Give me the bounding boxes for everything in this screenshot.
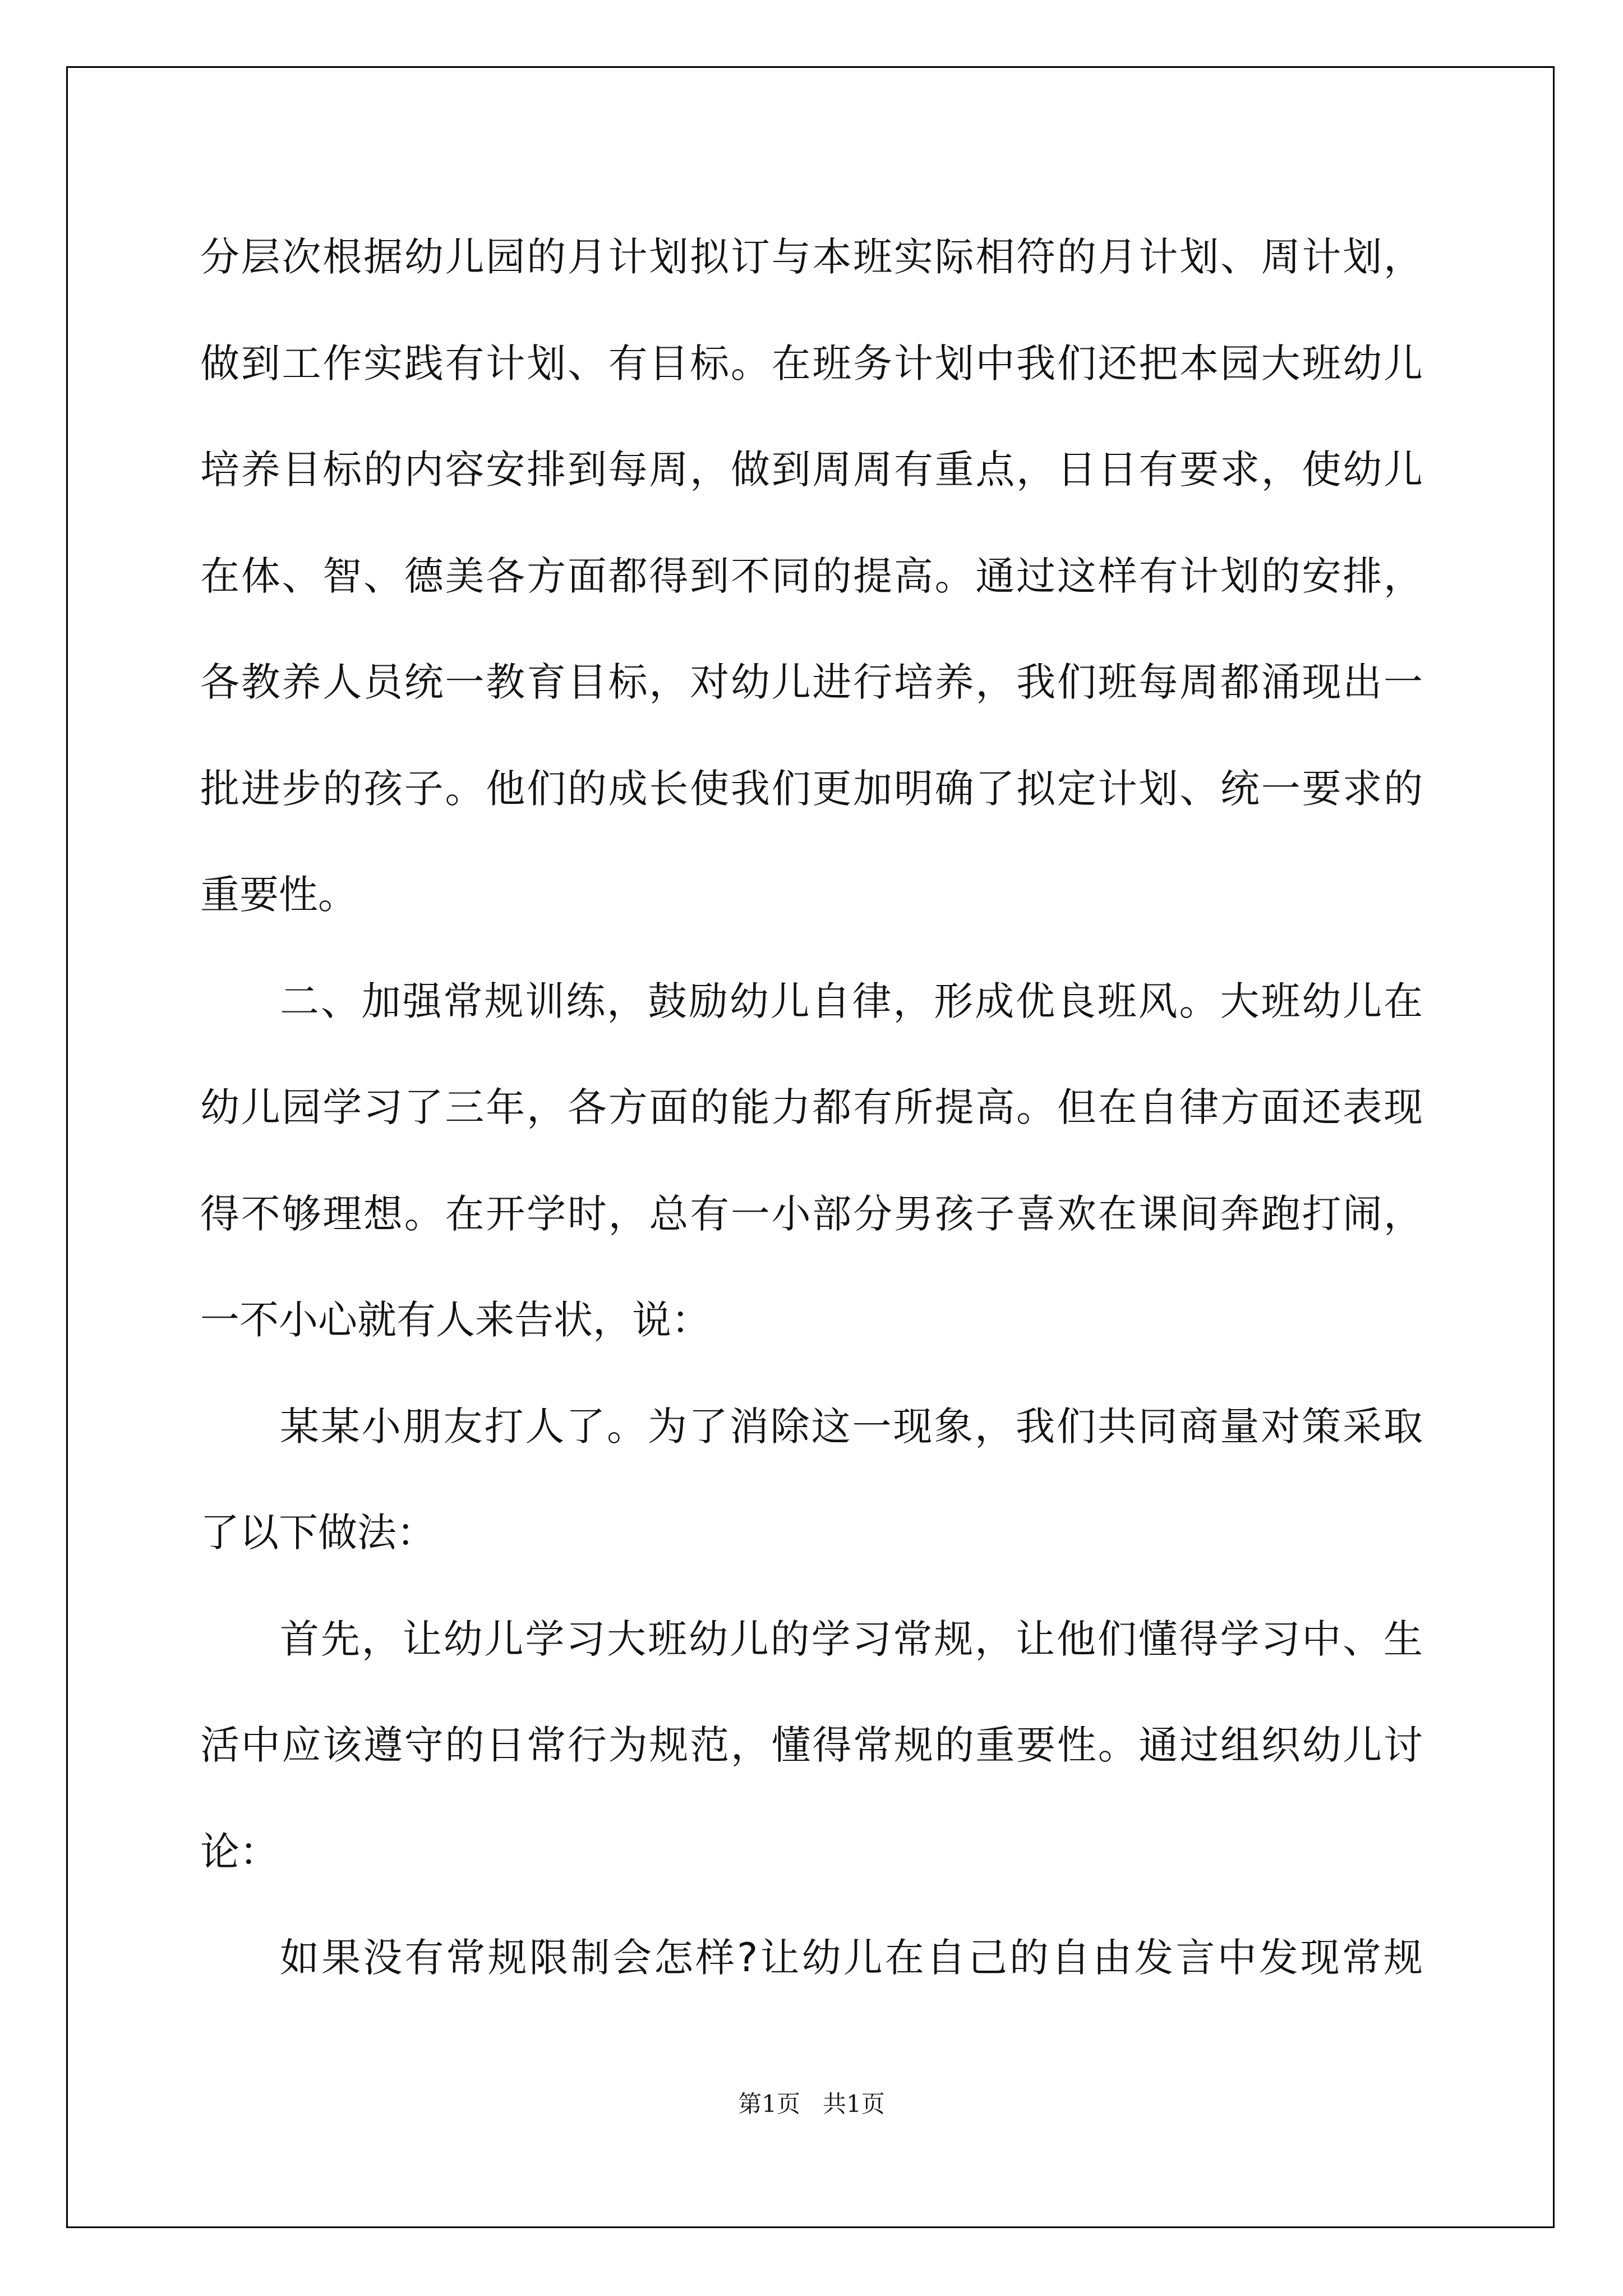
text-line: 分层次根据幼儿园的月计划拟订与本班实际相符的月计划、周计划， — [200, 234, 1423, 280]
text-line: 在体、智、德美各方面都得到不同的提高。通过这样有计划的安排， — [200, 553, 1423, 599]
text-line: 得不够理想。在开学时，总有一小部分男孩子喜欢在课间奔跑打闹， — [200, 1190, 1423, 1237]
paragraph-first-line: 如果没有常规限制会怎样?让幼儿在自己的自由发言中发现常规 — [280, 1935, 1423, 1981]
text-line: 了以下做法： — [200, 1510, 436, 1556]
text-line: 培养目标的内容安排到每周，做到周周有重点，日日有要求，使幼儿 — [200, 447, 1423, 493]
paragraph-first-line: 二、加强常规训练，鼓励幼儿自律，形成优良班风。大班幼儿在 — [280, 978, 1423, 1024]
text-line: 活中应该遵守的日常行为规范，懂得常规的重要性。通过组织幼儿讨 — [200, 1722, 1423, 1768]
text-line: 论： — [200, 1828, 279, 1875]
text-line: 幼儿园学习了三年，各方面的能力都有所提高。但在自律方面还表现 — [200, 1084, 1423, 1130]
text-line: 一不小心就有人来告状，说： — [200, 1297, 711, 1343]
paragraph-first-line: 首先，让幼儿学习大班幼儿的学习常规，让他们懂得学习中、生 — [280, 1616, 1423, 1662]
paragraph-first-line: 某某小朋友打人了。为了消除这一现象，我们共同商量对策采取 — [280, 1403, 1423, 1450]
text-line: 各教养人员统一教育目标，对幼儿进行培养，我们班每周都涌现出一 — [200, 659, 1423, 705]
text-line: 做到工作实践有计划、有目标。在班务计划中我们还把本园大班幼儿 — [200, 340, 1423, 386]
text-line: 重要性。 — [200, 872, 357, 918]
document-body — [200, 204, 1423, 2012]
text-line: 批进步的孩子。他们的成长使我们更加明确了拟定计划、统一要求的 — [200, 765, 1423, 812]
page-number-footer: 第1页 共1页 — [738, 2090, 885, 2118]
